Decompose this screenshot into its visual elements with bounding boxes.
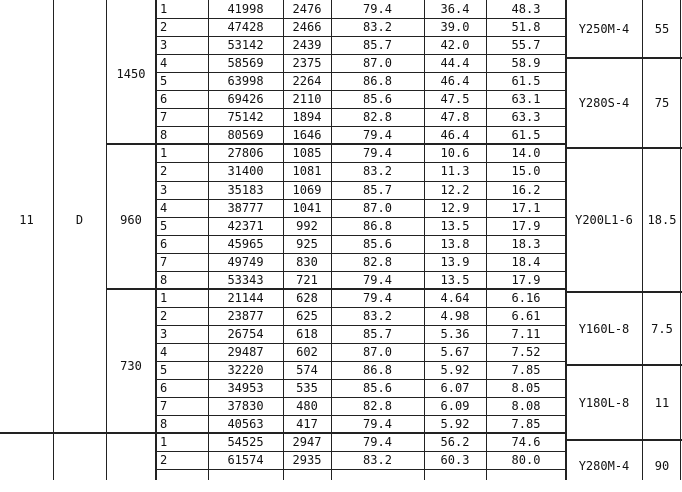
cell-required-power: 51.8 xyxy=(511,20,541,34)
motor-model: Y160L-8 xyxy=(578,321,630,336)
cell-point-number: 7 xyxy=(160,399,168,413)
cell-shaft-power: 56.2 xyxy=(440,435,470,449)
grid-line xyxy=(486,0,487,480)
cell-air-volume: 47428 xyxy=(227,20,264,34)
cell-required-power: 17.9 xyxy=(511,219,541,233)
grid-line xyxy=(156,325,566,326)
cell-total-pressure: 1069 xyxy=(292,183,322,197)
grid-line xyxy=(156,108,566,109)
cell-shaft-power: 36.4 xyxy=(440,2,470,16)
cell-point-number: 3 xyxy=(160,38,168,52)
cell-air-volume: 75142 xyxy=(227,110,264,124)
cell-efficiency: 85.7 xyxy=(363,38,392,52)
grid-line xyxy=(155,0,157,480)
cell-efficiency: 85.6 xyxy=(363,237,392,251)
grid-line xyxy=(156,199,566,200)
grid-line xyxy=(156,72,566,73)
cell-total-pressure: 992 xyxy=(296,219,318,233)
cell-shaft-power: 13.5 xyxy=(440,219,470,233)
cell-point-number: 6 xyxy=(160,92,168,106)
cell-shaft-power: 5.92 xyxy=(440,417,470,431)
cell-air-volume: 69426 xyxy=(227,92,264,106)
cell-point-number: 5 xyxy=(160,219,168,233)
cell-total-pressure: 925 xyxy=(296,237,318,251)
cell-required-power: 63.3 xyxy=(511,110,541,124)
cell-required-power: 7.52 xyxy=(511,345,541,359)
cell-shaft-power: 5.92 xyxy=(440,363,470,377)
cell-required-power: 61.5 xyxy=(511,128,541,142)
group-number: 11 xyxy=(19,213,34,227)
cell-air-volume: 23877 xyxy=(227,309,264,323)
cell-required-power: 17.1 xyxy=(511,201,541,215)
cell-shaft-power: 6.09 xyxy=(440,399,470,413)
cell-required-power: 8.05 xyxy=(511,381,541,395)
grid-line xyxy=(106,143,566,145)
grid-line xyxy=(566,291,682,293)
grid-line xyxy=(156,379,566,380)
grid-line xyxy=(566,147,682,149)
grid-line xyxy=(566,364,682,366)
grid-line xyxy=(642,0,643,480)
cell-point-number: 8 xyxy=(160,128,168,142)
grid-line xyxy=(156,361,566,362)
cell-shaft-power: 13.8 xyxy=(440,237,470,251)
cell-total-pressure: 1041 xyxy=(292,201,322,215)
cell-efficiency: 83.2 xyxy=(363,164,392,178)
cell-efficiency: 82.8 xyxy=(363,399,392,413)
cell-required-power: 6.61 xyxy=(511,309,541,323)
cell-required-power: 63.1 xyxy=(511,92,541,106)
cell-point-number: 7 xyxy=(160,255,168,269)
cell-efficiency: 87.0 xyxy=(363,345,392,359)
cell-required-power: 18.3 xyxy=(511,237,541,251)
speed-1450: 1450 xyxy=(116,67,146,81)
cell-efficiency: 85.7 xyxy=(363,327,392,341)
motor-model: Y180L-8 xyxy=(578,395,630,410)
cell-shaft-power: 4.64 xyxy=(440,291,470,305)
cell-air-volume: 54525 xyxy=(227,435,264,449)
cell-shaft-power: 13.5 xyxy=(440,273,470,287)
grid-line xyxy=(156,126,566,127)
cell-efficiency: 87.0 xyxy=(363,201,392,215)
cell-point-number: 6 xyxy=(160,381,168,395)
grid-line xyxy=(283,0,284,480)
cell-air-volume: 61574 xyxy=(227,453,264,467)
motor-model: Y280S-4 xyxy=(578,96,630,110)
cell-point-number: 5 xyxy=(160,363,168,377)
motor-power: 11 xyxy=(654,395,670,410)
cell-total-pressure: 2110 xyxy=(292,92,322,106)
cell-point-number: 2 xyxy=(160,453,168,467)
cell-point-number: 7 xyxy=(160,110,168,124)
cell-shaft-power: 11.3 xyxy=(440,164,470,178)
cell-air-volume: 53343 xyxy=(227,273,264,287)
speed-960: 960 xyxy=(120,213,142,227)
cell-shaft-power: 47.8 xyxy=(440,110,470,124)
cell-shaft-power: 42.0 xyxy=(440,38,470,52)
cell-air-volume: 27806 xyxy=(227,146,264,160)
cell-point-number: 1 xyxy=(160,291,168,305)
cell-total-pressure: 2476 xyxy=(292,2,322,16)
cell-total-pressure: 1894 xyxy=(292,110,322,124)
cell-air-volume: 58569 xyxy=(227,56,264,70)
grid-line xyxy=(156,253,566,254)
cell-shaft-power: 46.4 xyxy=(440,74,470,88)
grid-line xyxy=(53,0,54,480)
grid-line xyxy=(156,271,566,272)
cell-shaft-power: 10.6 xyxy=(440,146,470,160)
cell-total-pressure: 417 xyxy=(296,417,318,431)
cell-shaft-power: 46.4 xyxy=(440,128,470,142)
cell-efficiency: 83.2 xyxy=(363,453,392,467)
cell-total-pressure: 625 xyxy=(296,309,318,323)
cell-required-power: 17.9 xyxy=(511,273,541,287)
cell-required-power: 6.16 xyxy=(511,291,541,305)
cell-efficiency: 79.4 xyxy=(363,2,392,16)
cell-point-number: 2 xyxy=(160,164,168,178)
grid-line xyxy=(156,415,566,416)
cell-air-volume: 40563 xyxy=(227,417,264,431)
grid-line xyxy=(208,0,209,480)
cell-efficiency: 86.8 xyxy=(363,219,392,233)
cell-air-volume: 45965 xyxy=(227,237,264,251)
cell-point-number: 6 xyxy=(160,237,168,251)
cell-required-power: 80.0 xyxy=(511,453,541,467)
cell-shaft-power: 6.07 xyxy=(440,381,470,395)
motor-power: 18.5 xyxy=(647,213,677,227)
cell-total-pressure: 2466 xyxy=(292,20,322,34)
cell-efficiency: 86.8 xyxy=(363,363,392,377)
cell-air-volume: 80569 xyxy=(227,128,264,142)
cell-air-volume: 38777 xyxy=(227,201,264,215)
cell-shaft-power: 44.4 xyxy=(440,56,470,70)
cell-required-power: 18.4 xyxy=(511,255,541,269)
cell-shaft-power: 12.2 xyxy=(440,183,470,197)
cell-total-pressure: 574 xyxy=(296,363,318,377)
grid-line xyxy=(680,0,681,480)
cell-air-volume: 21144 xyxy=(227,291,264,305)
cell-air-volume: 32220 xyxy=(227,363,264,377)
cell-air-volume: 42371 xyxy=(227,219,264,233)
cell-efficiency: 79.4 xyxy=(363,128,392,142)
cell-total-pressure: 480 xyxy=(296,399,318,413)
grid-line xyxy=(156,469,566,470)
cell-air-volume: 35183 xyxy=(227,183,264,197)
cell-total-pressure: 535 xyxy=(296,381,318,395)
grid-line xyxy=(156,181,566,182)
cell-efficiency: 82.8 xyxy=(363,110,392,124)
cell-efficiency: 83.2 xyxy=(363,309,392,323)
motor-model: Y200L1-6 xyxy=(575,213,633,227)
cell-air-volume: 34953 xyxy=(227,381,264,395)
cell-point-number: 4 xyxy=(160,345,168,359)
cell-air-volume: 29487 xyxy=(227,345,264,359)
cell-point-number: 4 xyxy=(160,56,168,70)
cell-required-power: 7.85 xyxy=(511,363,541,377)
cell-total-pressure: 618 xyxy=(296,327,318,341)
cell-air-volume: 37830 xyxy=(227,399,264,413)
cell-shaft-power: 5.67 xyxy=(440,345,470,359)
grid-line xyxy=(566,57,682,59)
cell-point-number: 1 xyxy=(160,146,168,160)
cell-point-number: 1 xyxy=(160,2,168,16)
cell-efficiency: 79.4 xyxy=(363,273,392,287)
grid-line xyxy=(156,217,566,218)
cell-required-power: 61.5 xyxy=(511,74,541,88)
cell-total-pressure: 2439 xyxy=(292,38,322,52)
cell-total-pressure: 1646 xyxy=(292,128,322,142)
motor-power: 55 xyxy=(654,22,670,36)
cell-total-pressure: 830 xyxy=(296,255,318,269)
cell-required-power: 15.0 xyxy=(511,164,541,178)
grid-line xyxy=(156,343,566,344)
cell-efficiency: 86.8 xyxy=(363,74,392,88)
cell-point-number: 4 xyxy=(160,201,168,215)
grid-line xyxy=(424,0,425,480)
motor-power: 90 xyxy=(654,459,670,473)
grid-line xyxy=(156,36,566,37)
grid-line xyxy=(331,0,332,480)
cell-point-number: 3 xyxy=(160,183,168,197)
cell-air-volume: 49749 xyxy=(227,255,264,269)
cell-total-pressure: 2935 xyxy=(292,453,322,467)
cell-shaft-power: 12.9 xyxy=(440,201,470,215)
cell-air-volume: 26754 xyxy=(227,327,264,341)
cell-total-pressure: 2375 xyxy=(292,56,322,70)
grid-line xyxy=(156,307,566,308)
cell-total-pressure: 628 xyxy=(296,291,318,305)
cell-total-pressure: 2264 xyxy=(292,74,322,88)
cell-required-power: 14.0 xyxy=(511,146,541,160)
cell-shaft-power: 4.98 xyxy=(440,309,470,323)
cell-shaft-power: 5.36 xyxy=(440,327,470,341)
cell-efficiency: 85.7 xyxy=(363,183,392,197)
grid-line xyxy=(106,0,107,480)
cell-required-power: 8.08 xyxy=(511,399,541,413)
grid-line xyxy=(156,18,566,19)
cell-total-pressure: 2947 xyxy=(292,435,322,449)
cell-shaft-power: 60.3 xyxy=(440,453,470,467)
cell-air-volume: 63998 xyxy=(227,74,264,88)
grid-line xyxy=(565,0,567,480)
grid-line xyxy=(156,90,566,91)
cell-efficiency: 85.6 xyxy=(363,92,392,106)
cell-required-power: 7.11 xyxy=(511,327,541,341)
cell-efficiency: 79.4 xyxy=(363,291,392,305)
grid-line xyxy=(156,397,566,398)
cell-point-number: 3 xyxy=(160,327,168,341)
cell-required-power: 58.9 xyxy=(511,56,541,70)
grid-line xyxy=(156,235,566,236)
cell-shaft-power: 47.5 xyxy=(440,92,470,106)
cell-required-power: 48.3 xyxy=(511,2,541,16)
motor-model: Y250M-4 xyxy=(578,22,630,36)
cell-total-pressure: 602 xyxy=(296,345,318,359)
cell-efficiency: 79.4 xyxy=(363,146,392,160)
cell-air-volume: 53142 xyxy=(227,38,264,52)
grid-line xyxy=(156,54,566,55)
cell-point-number: 1 xyxy=(160,435,168,449)
grid-line xyxy=(106,288,566,290)
cell-shaft-power: 13.9 xyxy=(440,255,470,269)
cell-total-pressure: 721 xyxy=(296,273,318,287)
motor-model: Y280M-4 xyxy=(578,459,630,473)
cell-efficiency: 85.6 xyxy=(363,381,392,395)
cell-shaft-power: 39.0 xyxy=(440,20,470,34)
speed-730: 730 xyxy=(120,359,142,373)
cell-efficiency: 87.0 xyxy=(363,56,392,70)
cell-point-number: 2 xyxy=(160,309,168,323)
cell-point-number: 8 xyxy=(160,417,168,431)
cell-efficiency: 82.8 xyxy=(363,255,392,269)
cell-efficiency: 83.2 xyxy=(363,20,392,34)
grid-line xyxy=(156,451,566,452)
cell-total-pressure: 1081 xyxy=(292,164,322,178)
cell-air-volume: 41998 xyxy=(227,2,264,16)
cell-required-power: 74.6 xyxy=(511,435,541,449)
motor-power: 7.5 xyxy=(651,321,673,336)
cell-required-power: 7.85 xyxy=(511,417,541,431)
fan-type: D xyxy=(75,213,84,227)
cell-point-number: 2 xyxy=(160,20,168,34)
grid-line xyxy=(156,162,566,163)
cell-point-number: 8 xyxy=(160,273,168,287)
cell-required-power: 55.7 xyxy=(511,38,541,52)
motor-power: 75 xyxy=(654,96,670,110)
grid-line xyxy=(566,439,682,441)
cell-efficiency: 79.4 xyxy=(363,435,392,449)
cell-efficiency: 79.4 xyxy=(363,417,392,431)
cell-total-pressure: 1085 xyxy=(292,146,322,160)
cell-required-power: 16.2 xyxy=(511,183,541,197)
cell-air-volume: 31400 xyxy=(227,164,264,178)
cell-point-number: 5 xyxy=(160,74,168,88)
